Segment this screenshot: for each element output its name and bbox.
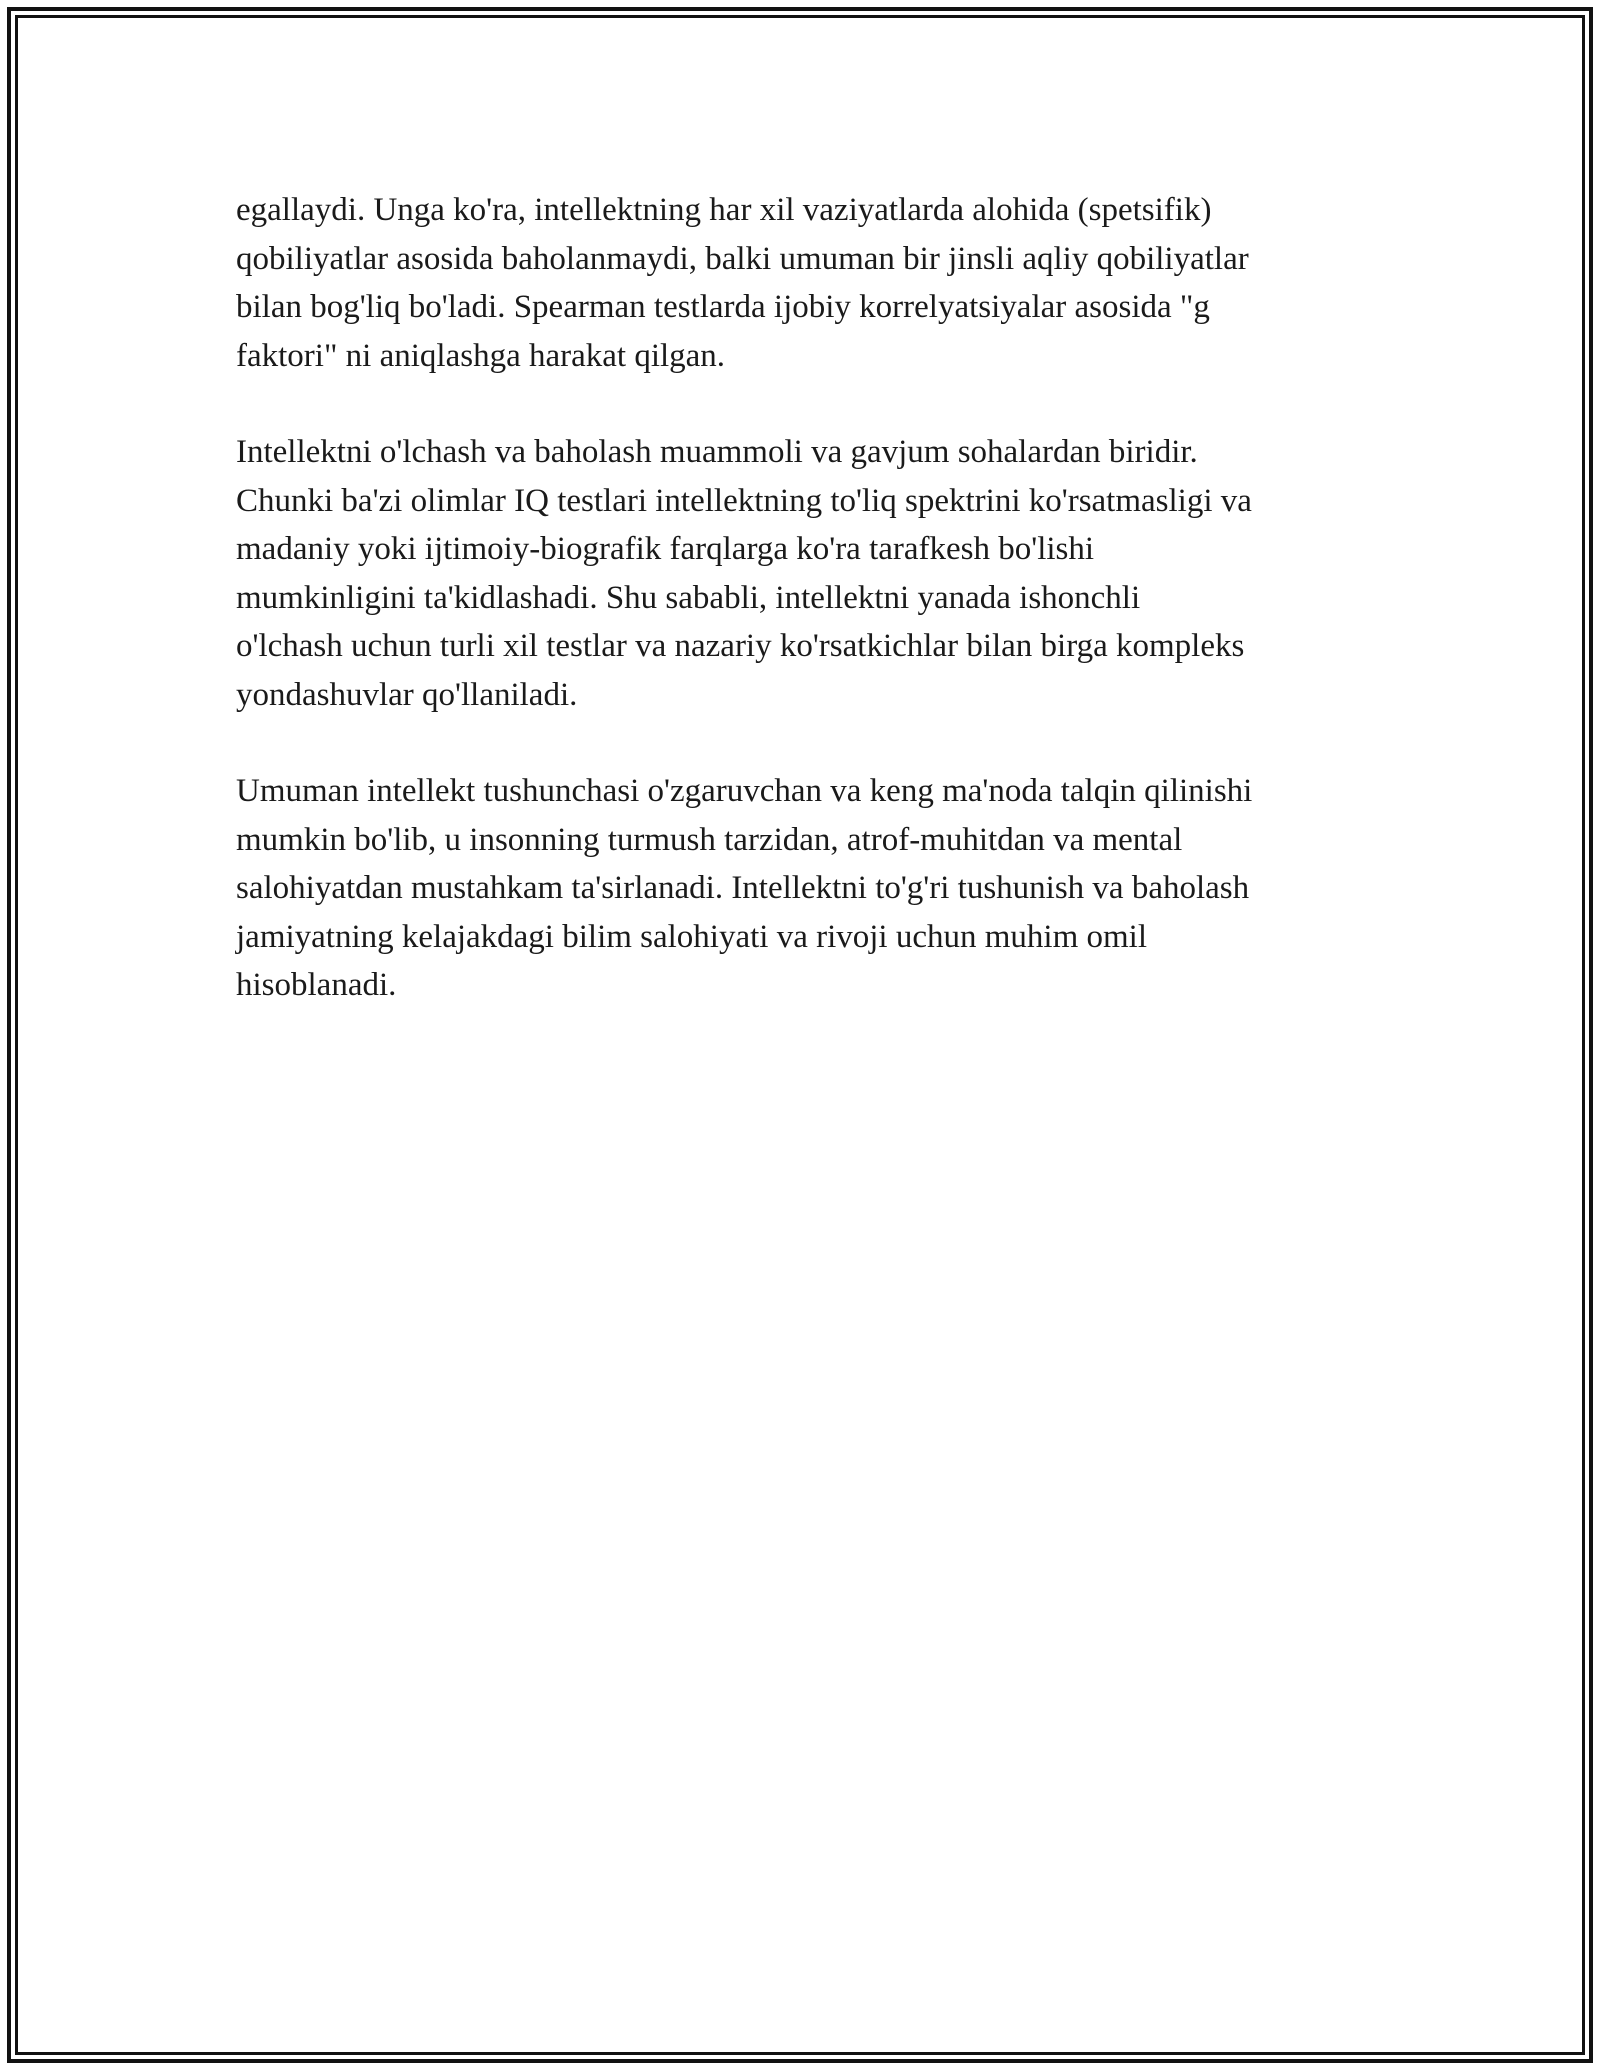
- paragraph-line: faktori" ni aniqlashga harakat qilgan.: [236, 337, 726, 374]
- paragraph-line: Intellektni o'lchash va baholash muammoli va gavjum sohalardan biridir.: [236, 434, 1198, 470]
- paragraph-line: salohiyatdan mustahkam ta'sirlanadi. Intellektni to'g'ri tushunish va baholash: [236, 870, 1250, 906]
- paragraph-1: [236, 186, 1376, 380]
- paragraph-line: o'lchash uchun turli xil testlar va nazariy ko'rsatkichlar bilan birga kompleks: [236, 628, 1245, 664]
- paragraph-line: Chunki ba'zi olimlar IQ testlari intellektning to'liq spektrini ko'rsatmasligi va: [236, 482, 1252, 519]
- paragraph-3: [236, 767, 1376, 1010]
- paragraph-line: madaniy yoki ijtimoiy-biografik farqlarga ko'ra tarafkesh bo'lishi: [236, 531, 1095, 567]
- paragraph-2: [236, 428, 1376, 719]
- paragraph-line: egallaydi. Unga ko'ra, intellektning har xil vaziyatlarda alohida (spetsifik): [236, 192, 1212, 228]
- paragraph-line: bilan bog'liq bo'ladi. Spearman testlarda ijobiy korrelyatsiyalar asosida "g: [236, 289, 1210, 325]
- paragraph-line: jamiyatning kelajakdagi bilim salohiyati va rivoji uchun muhim omil: [236, 918, 1148, 955]
- paragraph-line: qobiliyatlar asosida baholanmaydi, balki umuman bir jinsli aqliy qobiliyatlar: [236, 240, 1249, 277]
- paragraph-line: mumkin bo'lib, u insonning turmush tarzidan, atrof-muhitdan va mental: [236, 821, 1183, 858]
- document-body: [236, 186, 1376, 1058]
- paragraph-line: yondashuvlar qo'llaniladi.: [236, 676, 578, 713]
- paragraph-line: hisoblanadi.: [236, 967, 397, 1003]
- paragraph-line: Umuman intellekt tushunchasi o'zgaruvchan va keng ma'noda talqin qilinishi: [236, 773, 1253, 809]
- paragraph-line: mumkinligini ta'kidlashadi. Shu sababli, intellektni yanada ishonchli: [236, 579, 1141, 616]
